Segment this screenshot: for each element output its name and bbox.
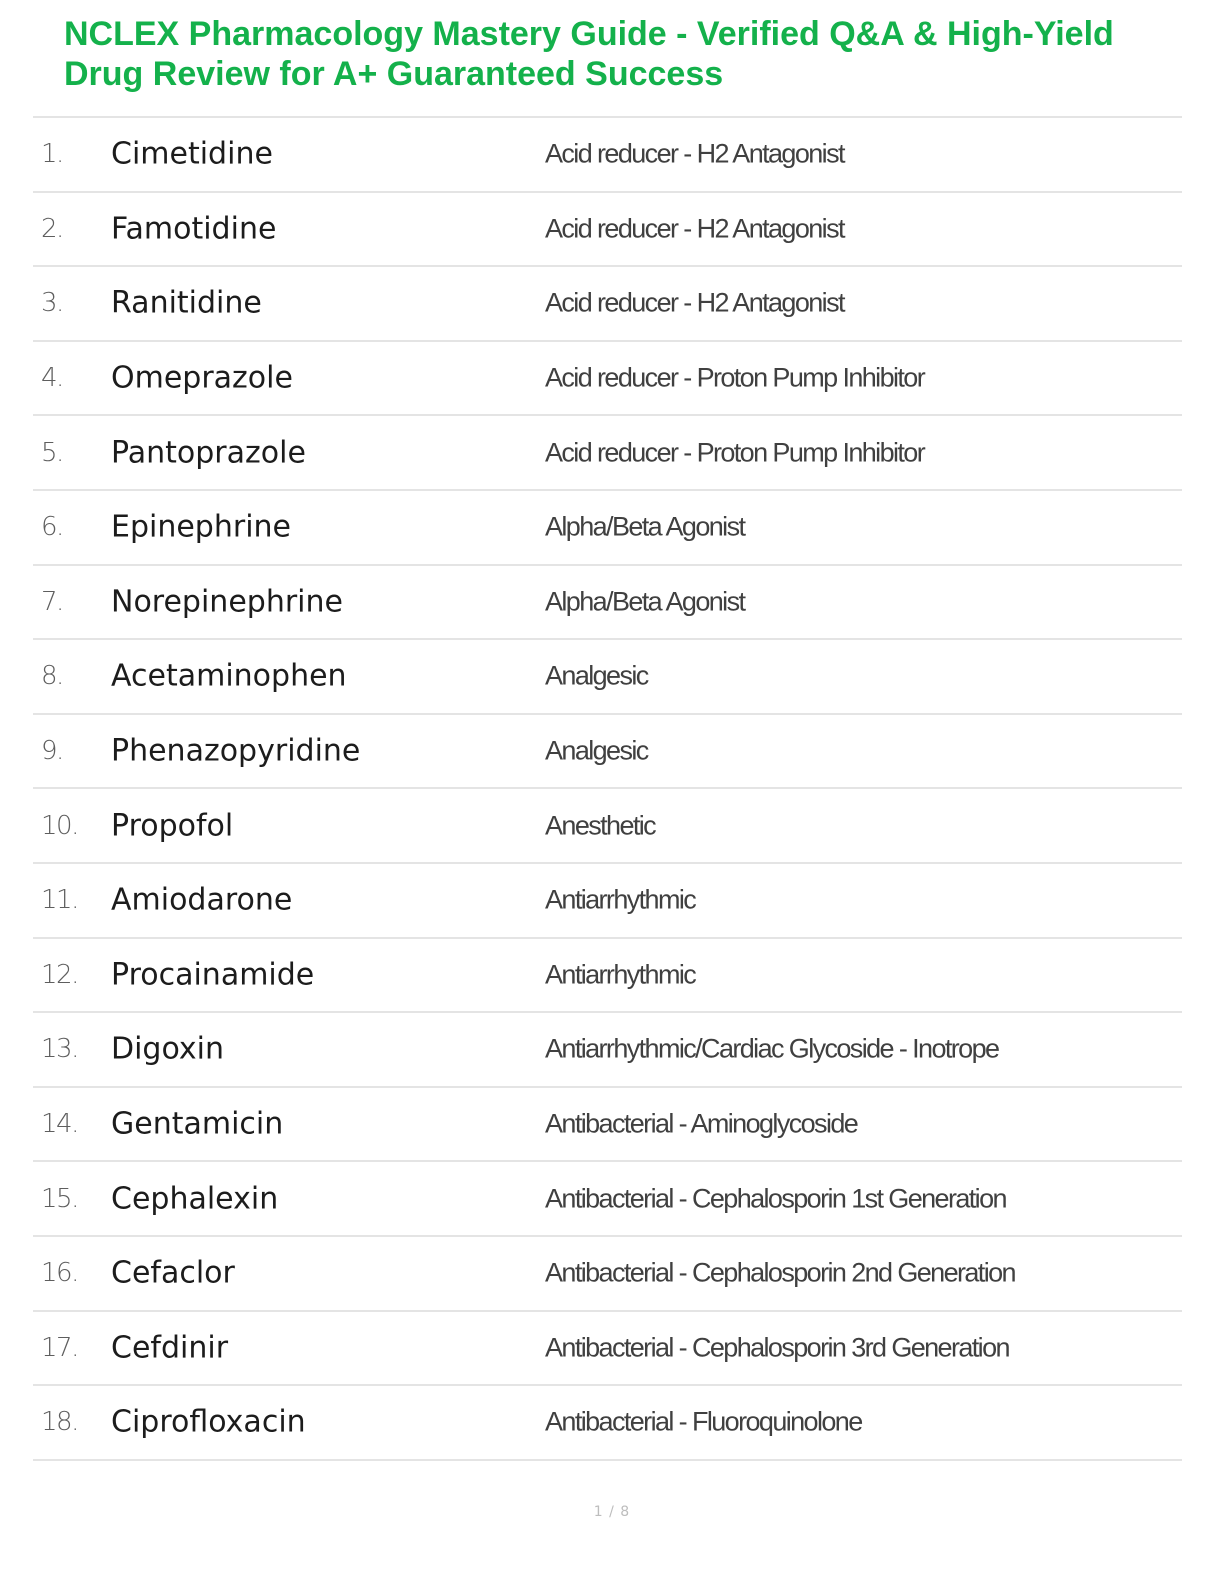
drug-class: Acid reducer - Proton Pump Inhibitor	[545, 437, 925, 468]
drug-class: Antibacterial - Aminoglycoside	[545, 1108, 858, 1139]
table-row	[33, 715, 1182, 790]
row-number: 16.	[41, 1258, 78, 1289]
table-row	[33, 1312, 1182, 1387]
drug-class: Acid reducer - Proton Pump Inhibitor	[545, 362, 925, 393]
drug-name: Acetaminophen	[111, 658, 347, 694]
table-row	[33, 1088, 1182, 1163]
row-number: 3.	[41, 288, 63, 319]
table-row	[33, 864, 1182, 939]
drug-class: Antibacterial - Cephalosporin 2nd Generation	[545, 1257, 1015, 1288]
table-row	[33, 1162, 1182, 1237]
drug-name: Famotidine	[111, 211, 277, 247]
page-number: 1 / 8	[593, 1504, 631, 1520]
drug-name: Phenazopyridine	[111, 733, 361, 769]
row-number: 9.	[41, 736, 63, 767]
drug-class: Alpha/Beta Agonist	[545, 511, 745, 542]
drug-class: Analgesic	[545, 660, 648, 691]
drug-name: Digoxin	[111, 1031, 225, 1067]
drug-class: Antiarrhythmic/Cardiac Glycoside - Inotrope	[545, 1033, 999, 1064]
drug-name: Epinephrine	[111, 509, 291, 545]
drug-class: Anesthetic	[545, 810, 656, 841]
drug-name: Amiodarone	[111, 882, 293, 918]
table-row	[33, 640, 1182, 715]
table-row	[33, 1237, 1182, 1312]
drug-class: Acid reducer - H2 Antagonist	[545, 287, 844, 318]
page-title: NCLEX Pharmacology Mastery Guide - Verified Q&A & High-Yield Drug Review for A+ Guaranteed Success	[64, 15, 1114, 93]
table-row	[33, 789, 1182, 864]
drug-name: Ranitidine	[111, 285, 262, 321]
row-number: 13.	[41, 1034, 78, 1065]
table-row	[33, 1386, 1182, 1461]
drug-name: Norepinephrine	[111, 584, 343, 620]
table-row	[33, 416, 1182, 491]
row-number: 10.	[41, 810, 78, 841]
drug-class: Analgesic	[545, 735, 648, 766]
row-number: 14.	[41, 1109, 78, 1140]
row-number: 8.	[41, 661, 63, 692]
drug-name: Omeprazole	[111, 360, 293, 396]
row-number: 6.	[41, 512, 63, 543]
drug-name: Cimetidine	[111, 136, 273, 172]
row-number: 17.	[41, 1332, 78, 1363]
table-row	[33, 342, 1182, 417]
drug-name: Pantoprazole	[111, 435, 306, 471]
row-number: 5.	[41, 437, 63, 468]
table-row	[33, 1013, 1182, 1088]
drug-table	[33, 116, 1182, 1461]
table-row	[33, 939, 1182, 1014]
row-number: 1.	[41, 139, 63, 170]
table-row	[33, 491, 1182, 566]
row-number: 7.	[41, 586, 63, 617]
drug-name: Gentamicin	[111, 1106, 284, 1142]
drug-class: Antiarrhythmic	[545, 884, 696, 915]
row-number: 2.	[41, 213, 63, 244]
row-number: 15.	[41, 1183, 78, 1214]
table-row	[33, 193, 1182, 268]
drug-name: Ciprofloxacin	[111, 1404, 306, 1440]
drug-class: Alpha/Beta Agonist	[545, 586, 745, 617]
drug-name: Cefaclor	[111, 1255, 235, 1291]
drug-name: Procainamide	[111, 957, 315, 993]
drug-class: Acid reducer - H2 Antagonist	[545, 138, 844, 169]
row-number: 12.	[41, 959, 78, 990]
row-number: 4.	[41, 363, 63, 394]
drug-class: Antibacterial - Cephalosporin 1st Generation	[545, 1183, 1006, 1214]
drug-name: Cephalexin	[111, 1181, 279, 1217]
table-row	[33, 118, 1182, 193]
drug-class: Acid reducer - H2 Antagonist	[545, 213, 844, 244]
drug-class: Antibacterial - Cephalosporin 3rd Generation	[545, 1332, 1009, 1363]
table-row	[33, 267, 1182, 342]
drug-class: Antibacterial - Fluoroquinolone	[545, 1406, 862, 1437]
row-number: 11.	[41, 885, 78, 916]
drug-name: Cefdinir	[111, 1330, 229, 1366]
row-number: 18.	[41, 1407, 78, 1438]
drug-name: Propofol	[111, 808, 234, 844]
table-row	[33, 566, 1182, 641]
drug-class: Antiarrhythmic	[545, 959, 696, 990]
